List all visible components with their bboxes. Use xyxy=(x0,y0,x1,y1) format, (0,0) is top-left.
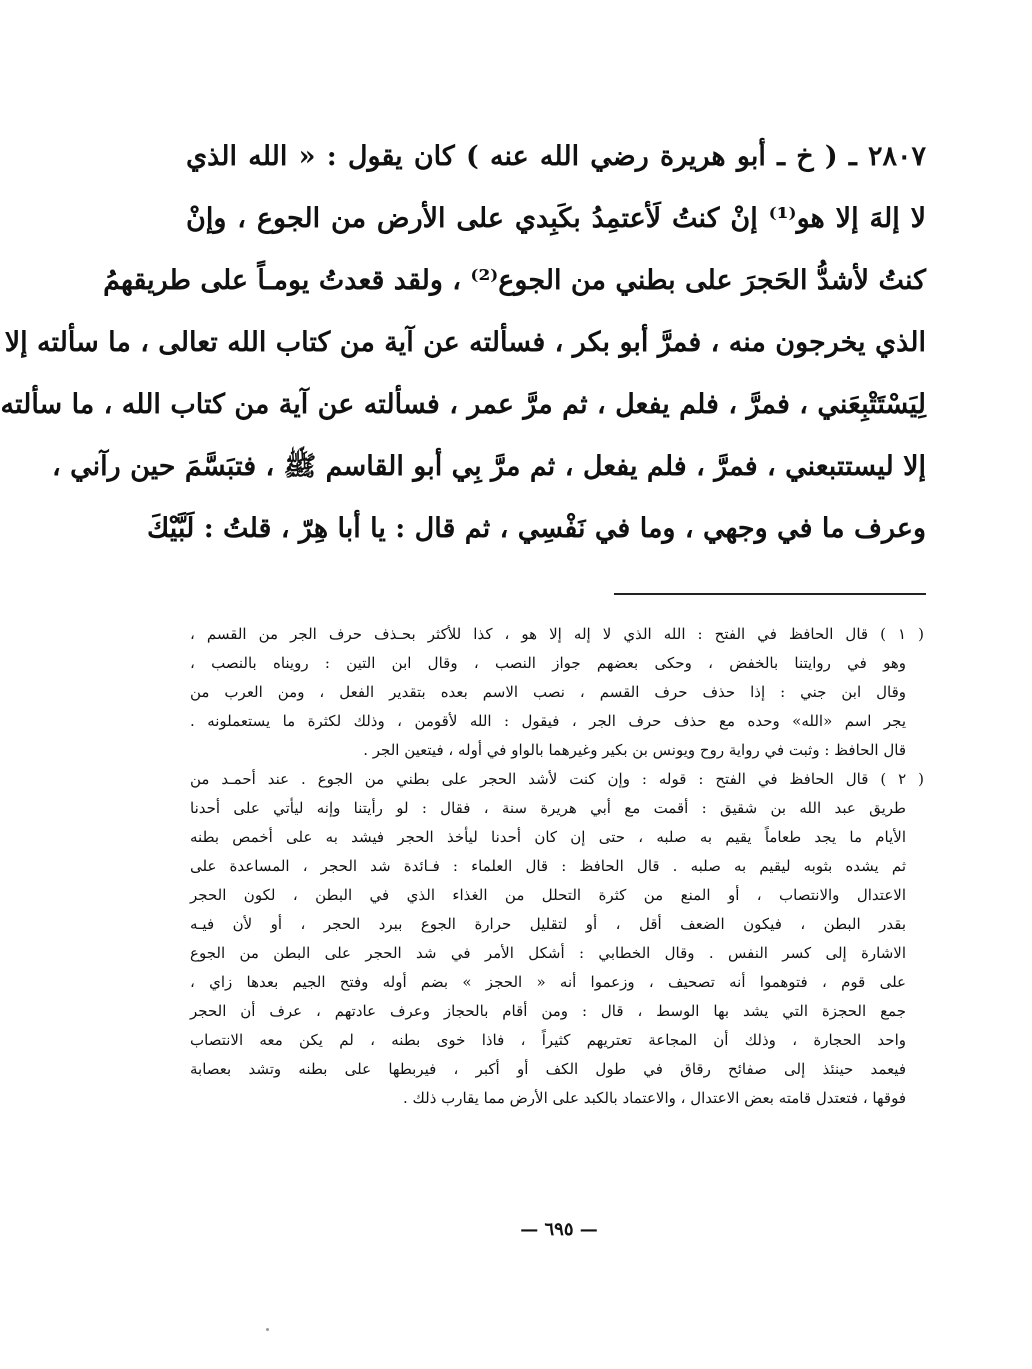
hadith-main-text xyxy=(0,126,926,560)
footnote-line: الاشارة إلى كسر النفس . وقال الخطابي : أشكل الأمر في شد الحجر على البطن من الجوع xyxy=(190,944,906,962)
footnote-line: وهو في روايتنا بالخفض ، وحكى بعضهم جواز النصب ، وقال ابن التين : رويناه بالنصب ، xyxy=(190,654,906,672)
footnotes-section xyxy=(190,620,924,1113)
footnote-line: وقال ابن جني : إذا حذف حرف القسم ، نصب الاسم بعده بتقدير الفعل ، ومن العرب من xyxy=(190,683,906,701)
footnote-line: طريق عبد الله بن شقيق : أقمت مع أبي هريرة سنة ، فقال : لو رأيتنا وإنه ليأتي على أحدنا xyxy=(190,799,906,817)
footnote-line: واحد الحجارة ، وذلك أن المجاعة تعتريهم كثيراً ، فاذا خوى بطنه ، لم يكن معه الانتصاب xyxy=(190,1031,906,1049)
footnote-1-start: ( ١ ) قال الحافظ في الفتح : الله الذي لا إله إلا هو ، كذا للأكثر بحـذف حرف الجر من القسم ، xyxy=(190,625,924,643)
footnote-line: فوقها ، فتعتدل قامته بعض الاعتدال ، والاعتماد بالكبد على الأرض مما يقارب ذلك . xyxy=(402,1089,906,1107)
footnote-line: بقدر البطن ، فيكون الضعف أقل ، أو لتقليل حرارة الجوع ببرد الحجر ، أو لأن فيـه xyxy=(190,915,906,933)
footnote-2-start: ( ٢ ) قال الحافظ في الفتح : قوله : وإن كنت لأشد الحجر على بطني من الجوع . عند أحمـد من xyxy=(190,770,925,788)
footnote-line: على قوم ، فتوهموا أنه تصحيف ، وزعموا أنه « الحجز » بضم أوله وفتح الجيم بعدها زاي ، xyxy=(190,973,906,991)
hadith-line: لا إلهَ إلا هو⁽¹⁾ إنْ كنتُ لَأعتمِدُ بكَبِدي على الأرض من الجوع ، وإنْ xyxy=(186,203,926,234)
footnote-separator xyxy=(614,593,926,595)
scan-speck xyxy=(266,1328,269,1331)
footnote-line: يجر اسم «الله» وحده مع حذف حرف الجر ، فيقول : الله لأقومن ، وذلك لكثرة ما يستعملونه . xyxy=(190,712,906,730)
footnote-line: جمع الحجزة التي يشد بها الوسط ، قال : ومن أقام بالحجاز وعرف عادتهم ، عرف أن الحجر xyxy=(190,1002,906,1020)
hadith-line: لِيَسْتَتْبِعَني ، فمرَّ ، فلم يفعل ، ثم مرَّ عمر ، فسألته عن آية من كتاب الله ، ما سألته xyxy=(0,389,926,420)
hadith-line: وعرف ما في وجهي ، وما في نَفْسِي ، ثم قال : يا أبا هِرّ ، قلتُ : لَبَّيْكَ xyxy=(147,513,926,544)
page-number: — ٦٩٥ — xyxy=(520,1219,598,1240)
hadith-line: إلا ليستتبعني ، فمرَّ ، فلم يفعل ، ثم مرَّ بِي أبو القاسم ﷺ ، فتبَسَّمَ حين رآني ، xyxy=(52,451,926,482)
hadith-line: كنتُ لأشدُّ الحَجرَ على بطني من الجوع⁽²⁾ ، ولقد قعدتُ يومـاً على طريقهمُ xyxy=(103,265,926,296)
footnote-line: فيعمد حينئذ إلى صفائح رقاق في طول الكف أو أكبر ، فيربطها على بطنه وتشد بعصابة xyxy=(190,1060,906,1078)
footnote-line: ثم يشده بثوبه ليقيم به صلبه . قال الحافظ : قال العلماء : فـائدة شد الحجر ، المساعدة على xyxy=(190,857,906,875)
footnote-line: الاعتدال والانتصاب ، أو المنع من كثرة التحلل من الغذاء الذي في البطن ، لكون الحجر xyxy=(190,886,906,904)
hadith-line: الذي يخرجون منه ، فمرَّ أبو بكر ، فسألته عن آية من كتاب الله تعالى ، ما سألته إلا xyxy=(4,327,926,358)
footnote-line: قال الحافظ : وثبت في رواية روح ويونس بن بكير وغيرهما بالواو في أوله ، فيتعين الجر . xyxy=(363,741,906,759)
footnote-line: الأيام ما يجد طعاماً يقيم به صلبه ، حتى إن كان أحدنا ليأخذ الحجر فيشد به على أخمص بطنه xyxy=(190,828,906,846)
hadith-line: ٢٨٠٧ ـ ( خ ـ أبو هريرة رضي الله عنه ) كان يقول : « الله الذي xyxy=(186,141,926,172)
